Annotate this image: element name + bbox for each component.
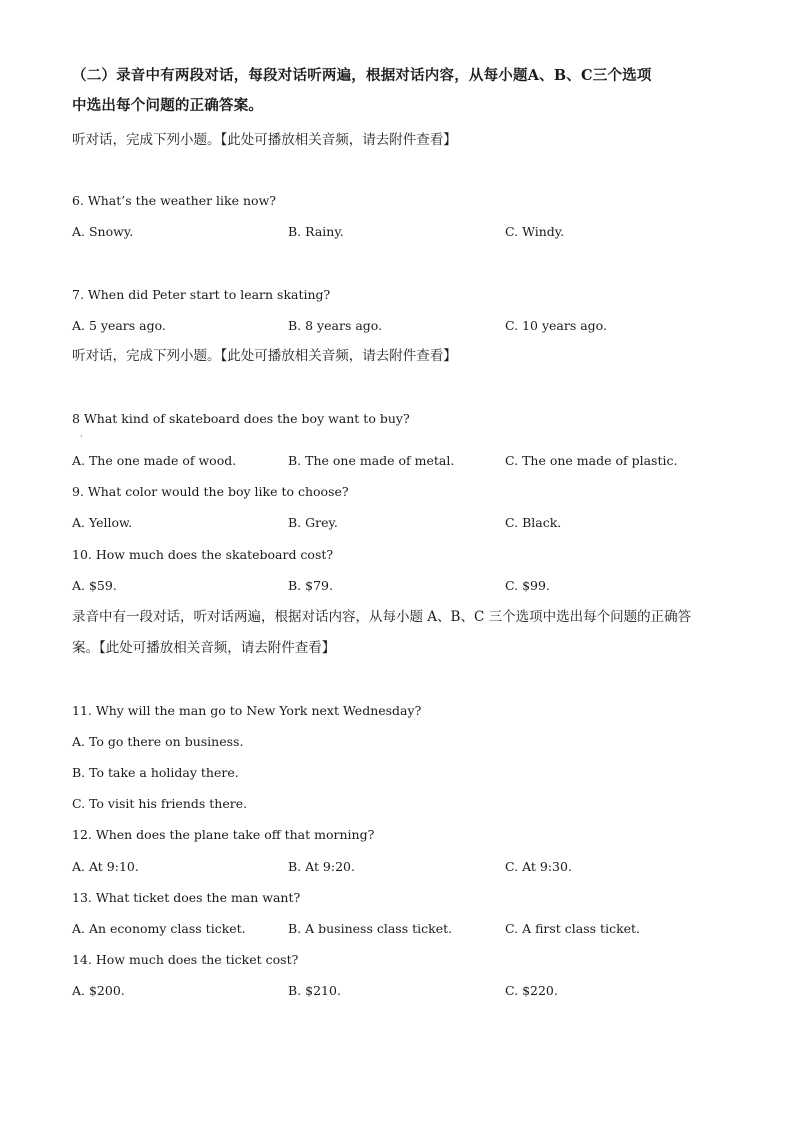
listen-instruction-1: 听对话，完成下列小题。【此处可播放相关音频，请去附件查看】 bbox=[72, 132, 457, 148]
question-13-stem: 13. What ticket does the man want? bbox=[72, 890, 301, 905]
question-6-stem: 6. What’s the weather like now? bbox=[72, 193, 276, 208]
stray-dot-mark: · bbox=[80, 432, 83, 441]
question-11-stem: 11. Why will the man go to New York next Wednesday? bbox=[72, 703, 422, 718]
question-6-option-a: A. Snowy. bbox=[72, 224, 134, 239]
question-8-option-a: A. The one made of wood. bbox=[72, 453, 237, 468]
question-12-stem: 12. When does the plane take off that morning? bbox=[72, 827, 375, 842]
question-7-option-c: C. 10 years ago. bbox=[505, 318, 607, 333]
question-8-option-c: C. The one made of plastic. bbox=[505, 453, 678, 468]
listen-instruction-2: 听对话，完成下列小题。【此处可播放相关音频，请去附件查看】 bbox=[72, 348, 457, 364]
question-10-option-c: C. $99. bbox=[505, 578, 550, 593]
section-heading-line1: （二）录音中有两段对话，每段对话听两遍，根据对话内容，从每小题A、B、C三个选项 bbox=[72, 67, 652, 84]
question-10-option-b: B. $79. bbox=[288, 578, 333, 593]
question-9-option-c: C. Black. bbox=[505, 515, 562, 530]
question-14-option-c: C. $220. bbox=[505, 983, 558, 998]
question-11-option-c: C. To visit his friends there. bbox=[72, 796, 248, 811]
question-9-option-b: B. Grey. bbox=[288, 515, 338, 530]
one-dialog-instruction-line1: 录音中有一段对话，听对话两遍，根据对话内容，从每小题 A、B、C 三个选项中选出每个问题的正确答 bbox=[72, 609, 692, 625]
section-heading-line2: 中选出每个问题的正确答案。 bbox=[72, 97, 264, 114]
question-13-option-b: B. A business class ticket. bbox=[288, 921, 453, 936]
question-12-option-a: A. At 9:10. bbox=[72, 859, 139, 874]
question-12-option-c: C. At 9:30. bbox=[505, 859, 572, 874]
question-14-stem: 14. How much does the ticket cost? bbox=[72, 952, 299, 967]
one-dialog-instruction-line2: 案。【此处可播放相关音频，请去附件查看】 bbox=[72, 640, 336, 656]
question-14-option-b: B. $210. bbox=[288, 983, 341, 998]
question-8-stem: 8 What kind of skateboard does the boy want to buy? bbox=[72, 411, 410, 426]
question-7-option-b: B. 8 years ago. bbox=[288, 318, 383, 333]
question-10-stem: 10. How much does the skateboard cost? bbox=[72, 547, 334, 562]
question-13-option-c: C. A first class ticket. bbox=[505, 921, 641, 936]
question-6-option-c: C. Windy. bbox=[505, 224, 565, 239]
question-11-option-a: A. To go there on business. bbox=[72, 734, 244, 749]
question-6-option-b: B. Rainy. bbox=[288, 224, 344, 239]
question-13-option-a: A. An economy class ticket. bbox=[72, 921, 246, 936]
question-7-option-a: A. 5 years ago. bbox=[72, 318, 166, 333]
question-7-stem: 7. When did Peter start to learn skating? bbox=[72, 287, 331, 302]
question-11-option-b: B. To take a holiday there. bbox=[72, 765, 239, 780]
question-14-option-a: A. $200. bbox=[72, 983, 125, 998]
question-12-option-b: B. At 9:20. bbox=[288, 859, 355, 874]
question-9-stem: 9. What color would the boy like to choose? bbox=[72, 484, 349, 499]
question-9-option-a: A. Yellow. bbox=[72, 515, 133, 530]
question-8-option-b: B. The one made of metal. bbox=[288, 453, 455, 468]
question-10-option-a: A. $59. bbox=[72, 578, 117, 593]
